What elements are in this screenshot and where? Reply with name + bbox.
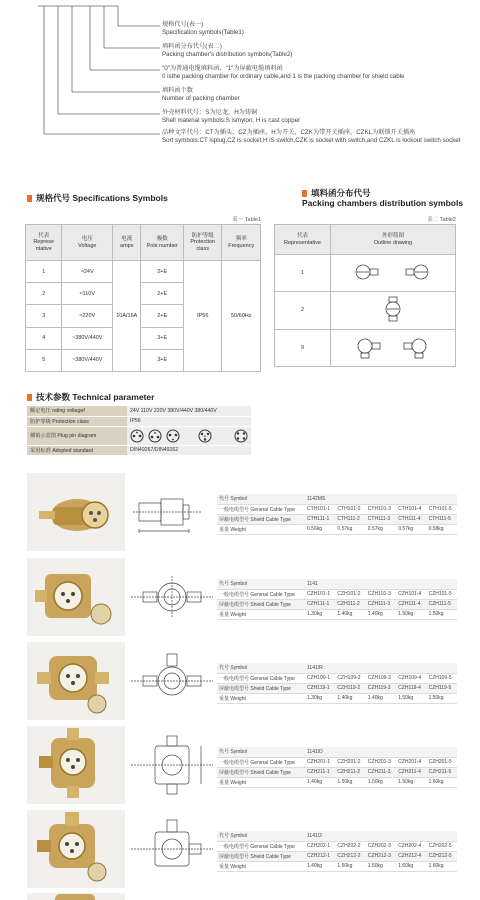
table-row: 4 ~380V/440V 3+E [26,327,261,349]
legend-line: 0 isthe packing chamber for ordinary cable,and 1 is the packing chamber for shield cable [162,72,405,80]
legend-line: "0"为普通电缆填料函，"1"为屏蔽电缆填料函 [162,65,283,72]
table-row: 屏蔽电缆型号 Shield Cable Type CTH111-1 CTH111-2 CTH111-3 CTH111-4 CTH111-5 [217,514,457,524]
table-row: 9 [275,329,456,366]
table-row: 重量 Weight 1.30kg 1.40kg 1.40kg 1.50kg 1.50kg [217,693,457,703]
table-row: 屏蔽电缆型号 Shield Cable Type CZH119-1 CZH119-2 CZH119-3 CZH119-4 CZH119-5 [217,683,457,693]
col-voltage: 电压 Voltage [62,225,113,261]
col-protection: 防护等级 Protection class [183,225,221,261]
pin-diagram-24v-icon [130,429,144,443]
table-row: 重量 Weight 1.40kg 1.50kg 1.50kg 1.50kg 1.60kg [217,777,457,787]
socket-technical-drawing [131,818,213,880]
product-photo-1141d [27,726,125,804]
legend-line: Sort symbols:CT isplug,CZ is socket,H iS switch,CZK is socket with switch,and CZKL is lockout switch socket [162,136,461,144]
product-block-1141 [27,558,467,636]
legend-item-packing [162,43,472,58]
table-row: 5 ~380V/440V 3+E [26,349,261,371]
table-row: 代号 Symbol 1141/2 [217,831,457,841]
protection-cell: IP56 [183,261,221,372]
product-block-1141-2 [27,810,467,888]
col-frequency: 频率 Frequency [222,225,261,261]
title-en: Specifications Symbols [72,193,168,203]
table-row: 重量 Weight 1.40kg 1.50kg 1.50kg 1.60kg 1.60kg [217,861,457,871]
tech-section-title [27,392,154,402]
table-row: 2 [275,292,456,329]
packing-table-header [275,225,456,255]
socket-technical-drawing [131,734,213,796]
socket-technical-drawing [131,650,213,712]
packing-table [274,224,456,367]
col-rep: 代表 Represe ntative [26,225,62,261]
title-en: Packing chambers distribution symbols [302,198,464,208]
table-row: 3 ≈220V 2+E [26,305,261,327]
product-photo-1141-2 [27,810,125,888]
col-outline: 外形简图 Outline drawing [331,225,456,255]
legend-line: Specification symbols(Table1) [162,28,244,36]
product-block-1141d [27,726,467,804]
title-en: Technical parameter [72,392,155,402]
table-row: 一般电缆型号 General Cable Type CTH101-1 CTH101-2 CTH101-3 CTH101-4 CTH101-5 [217,504,457,514]
tech-param-table [27,406,251,456]
product-photo-partial [27,893,125,900]
table1-caption: 表一 Table1 [232,217,261,223]
table-row: 代号 Symbol 1142MS [217,494,457,504]
spec-table-1141-2 [217,831,457,872]
table-row: 1 ≈24V 10A/16A 2+E IP56 50/60Hz [26,261,261,283]
socket-technical-drawing [131,566,213,628]
product-block-plug [27,473,467,551]
legend-line: 填料函分布代号(表二) [162,43,222,50]
title-cn: 规格代号 [36,193,71,203]
amps-cell: 10A/16A [113,261,141,372]
one-gland-outline-icon [333,260,453,284]
spec-table-1141r [217,663,457,704]
legend-line: 品种文字代号：CT为插头，CZ为插座，H为开关，CZK为带开关插座，CZKL为联锁开关插座 [162,129,416,136]
table-row: 防护等级 Protection class IP56 [27,416,251,426]
legend-item-sort [162,129,472,144]
legend-line: Packing chamber's distribution symbols(Table2) [162,50,293,58]
table-row: 采用标准 Adopted standard DIN49267/DIN49262 [27,445,251,455]
model-code-legend [0,0,480,160]
legend-line: 规格代号(表一) [162,21,204,28]
outline-drawing-9 [331,329,456,366]
table-row: 一般电缆型号 General Cable Type CZH202-1 CZH202-2 CZH202-3 CZH202-4 CZH202-5 [217,841,457,851]
socket-image [27,810,125,888]
product-photo-plug [27,473,125,551]
table-row: 屏蔽电缆型号 Shield Cable Type CZH211-1 CZH211-2 CZH211-3 CZH211-4 CZH211-5 [217,767,457,777]
table-row: 一般电缆型号 General Cable Type CZH101-1 CZH101-2 CZH101-3 CZH101-4 CZH101-5 [217,589,457,599]
product-block-1141r [27,642,467,720]
table-row: 代号 Symbol 1141/D [217,747,457,757]
outline-drawing-2 [331,292,456,329]
legend-item-shell [162,109,472,124]
two-gland-outline-icon [333,296,453,322]
spec-table-1141 [217,579,457,620]
table-row: 重量 Weight 0.56kg 0.57kg 0.57kg 0.57kg 0.58kg [217,524,457,534]
plug-pin-diagrams [127,426,251,445]
plug-technical-drawing [131,481,213,543]
col-amps: 电流 amps [113,225,141,261]
table-row: 2 ≈110V 2+E [26,283,261,305]
table-row: 插销示意图 Plug pin diagram [27,426,251,445]
corner-gland-outline-icon [333,334,453,360]
table-row: 重量 Weight 1.30kg 1.40kg 1.40kg 1.50kg 1.50kg [217,609,457,619]
table-row: 代号 Symbol 1141/R [217,663,457,673]
title-cn: 填料函分布代号 [311,188,371,198]
section-marker-icon [27,394,32,401]
section-marker-icon [27,195,32,202]
frequency-cell: 50/60Hz [222,261,261,372]
table2-caption: 表二 Table2 [427,217,456,223]
spec-table-header [26,225,261,261]
col-poles: 极数 Pole number [141,225,184,261]
legend-item-spec [162,21,472,36]
spec-section-title [27,193,168,203]
pin-diagram-380v-icon [198,429,212,443]
table-row: 屏蔽电缆型号 Shield Cable Type CZH212-1 CZH212-2 CZH212-3 CZH212-4 CZH212-5 [217,851,457,861]
legend-line: Shell material symbols:S ismylon, H is cast copper [162,116,301,124]
product-photo-1141 [27,558,125,636]
table-row: 1 [275,255,456,292]
table-row: 屏蔽电缆型号 Shield Cable Type CZH111-1 CZH111-2 CZH111-3 CZH111-4 CZH111-5 [217,599,457,609]
spec-table-plug [217,494,457,535]
legend-item-count [162,87,472,102]
socket-image [27,726,125,804]
legend-line: Number of packing chamber [162,94,240,102]
col-representative: 代表 Representative [275,225,331,255]
spec-table [25,224,261,372]
table-row: 一般电缆型号 General Cable Type CZH109-1 CZH109-2 CZH109-3 CZH109-4 CZH109-5 [217,673,457,683]
table-row: 代号 Symbol 1141 [217,579,457,589]
pin-diagram-110v-icon [148,429,162,443]
partial-socket-image [55,894,95,900]
title-cn: 技术参数 [36,392,71,402]
product-photo-1141r [27,642,125,720]
pin-diagram-440v-icon [234,429,248,443]
legend-item-cable [162,65,472,80]
section-marker-icon [302,190,307,197]
pin-diagram-220v-icon [166,429,180,443]
legend-line: 填料函个数 [162,87,193,94]
socket-image [27,642,125,720]
legend-line: 外壳材料代号：S为尼龙，H为铸铜 [162,109,258,116]
table-row: 一般电缆型号 General Cable Type CZH201-1 CZH201-2 CZH201-3 CZH201-4 CZH201-5 [217,757,457,767]
packing-section-title [302,188,463,208]
spec-table-1141d [217,747,457,788]
table-row: 额定电压 rating voltagef 24V 110V 220V 380V/440V 380/440V [27,406,251,416]
plug-image [27,473,125,551]
socket-image [27,558,125,636]
outline-drawing-1 [331,255,456,292]
